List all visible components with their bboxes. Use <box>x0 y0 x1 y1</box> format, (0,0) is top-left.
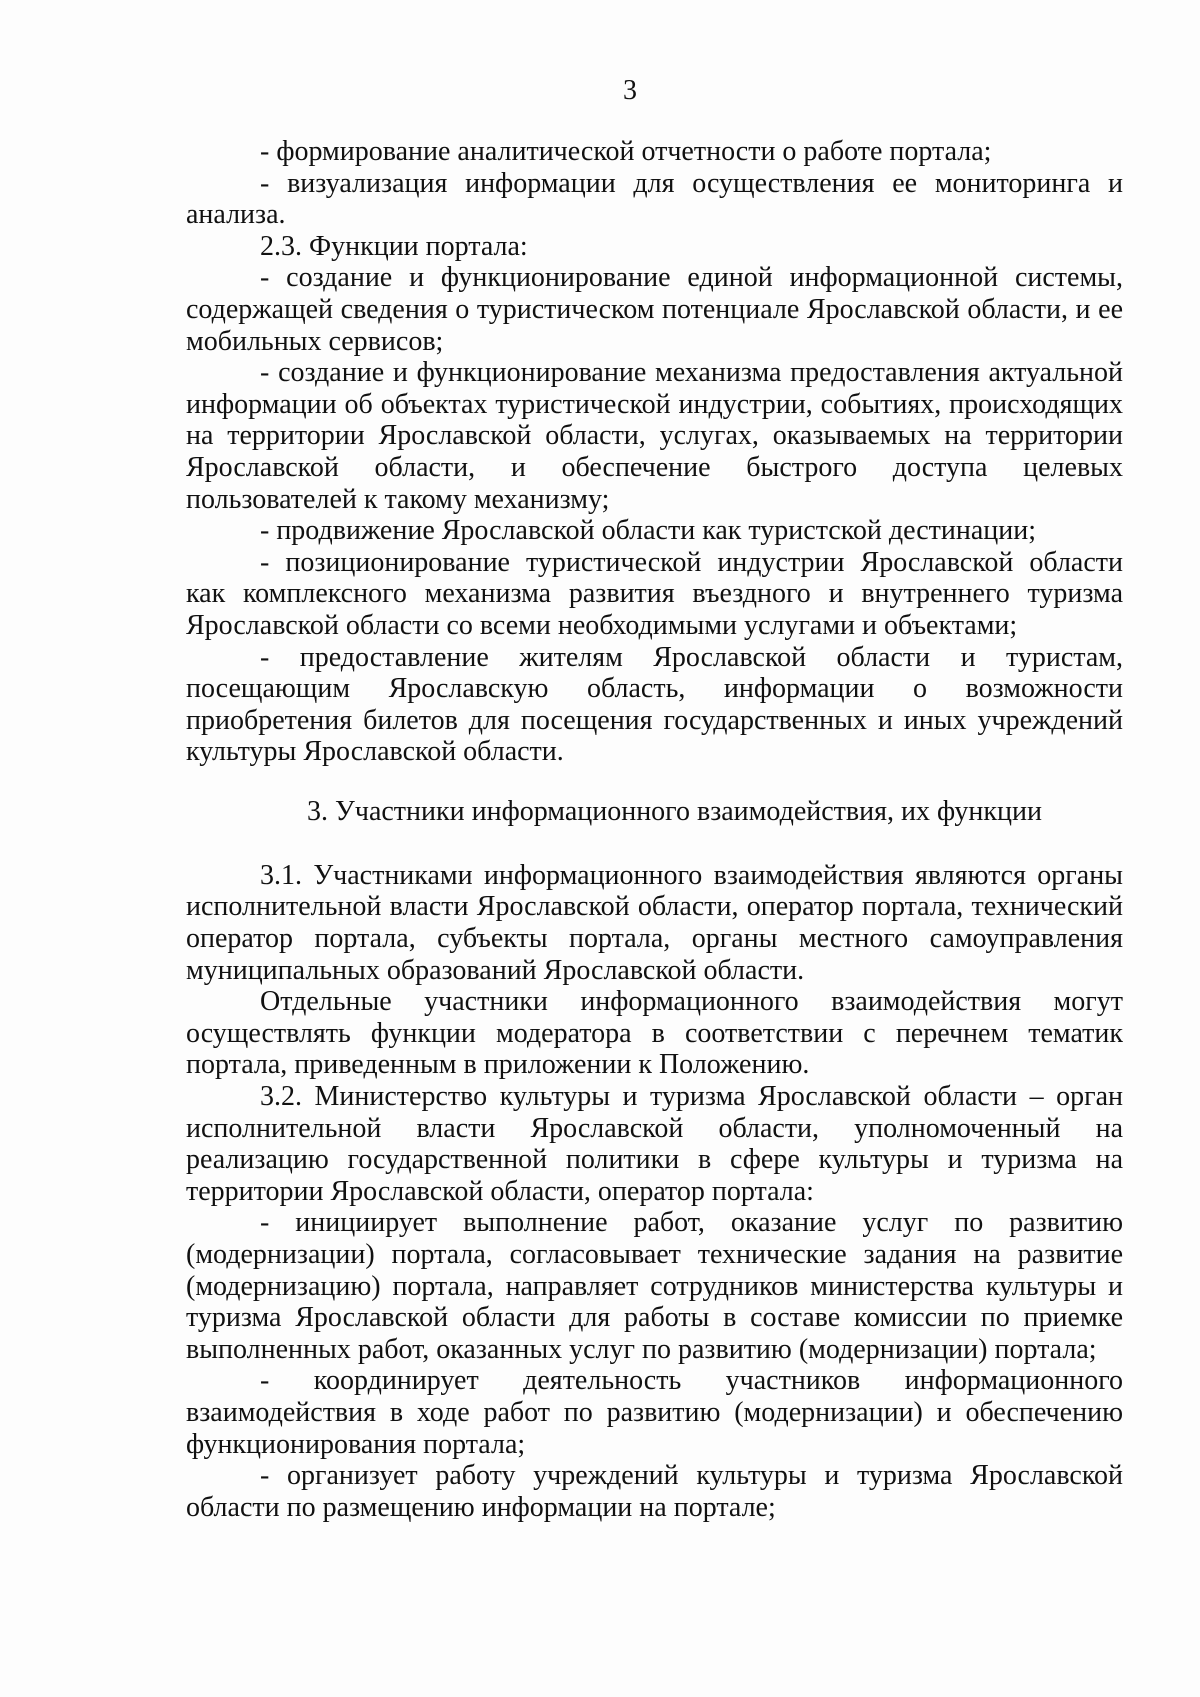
paragraph: - продвижение Ярославской области как туристской дестинации; <box>260 515 1037 547</box>
paragraph: - создание и функционирование механизма предоставления актуальной информации об объектах туристической индустрии, событиях, происходящих на территории Ярославской области, услугах, оказываемых на территории Ярославской области, и обеспечение быстрого доступа целевых пользователей к такому механизму; <box>186 357 1123 515</box>
paragraph: - организует работу учреждений культуры и туризма Ярославской области по размещению информации на портале; <box>186 1460 1123 1523</box>
paragraph: - визуализация информации для осуществления ее мониторинга и анализа. <box>186 167 1123 231</box>
paragraph: - предоставление жителям Ярославской области и туристам, посещающим Ярославскую область, информации о возможности приобретения билетов для посещения государственных и иных учреждений культуры Ярославской области. <box>186 641 1123 768</box>
page-number: 3 <box>623 75 637 106</box>
document-body <box>186 136 1123 1523</box>
paragraph: Отдельные участники информационного взаимодействия могут осуществлять функции модератора в соответствии с перечнем тематик портала, приведенным в приложении к Положению. <box>186 986 1123 1081</box>
paragraph: 3.2. Министерство культуры и туризма Ярославской области – орган исполнительной власти Ярославской области, уполномоченный на реализацию государственной политики в сфере культуры и туризма на территории Ярославской области, оператор портала: <box>186 1081 1123 1207</box>
section-heading: 3. Участники информационного взаимодействия, их функции <box>307 795 1042 827</box>
paragraph: - позиционирование туристической индустрии Ярославской области как комплексного механизма развития въездного и внутреннего туризма Ярославской области со всеми необходимыми услугами и объектами; <box>186 546 1123 641</box>
paragraph: - создание и функционирование единой информационной системы, содержащей сведения о туристическом потенциале Ярославской области, и ее мобильных сервисов; <box>186 262 1123 357</box>
paragraph: 2.3. Функции портала: <box>260 230 528 262</box>
paragraph: - координирует деятельность участников информационного взаимодействия в ходе работ по развитию (модернизации) и обеспечению функционирования портала; <box>186 1365 1123 1460</box>
paragraph: 3.1. Участниками информационного взаимодействия являются органы исполнительной власти Ярославской области, оператор портала, технический оператор портала, субъекты портала, органы местного самоуправления муниципальных образований Ярославской области. <box>186 859 1123 986</box>
paragraph: - формирование аналитической отчетности о работе портала; <box>260 136 992 167</box>
paragraph: - инициирует выполнение работ, оказание услуг по развитию (модернизации) портала, согласовывает технические задания на развитие (модернизацию) портала, направляет сотрудников министерства культуры и туризма Ярославской области для работы в составе комиссии по приемке выполненных работ, оказанных услуг по развитию (модернизации) портала; <box>186 1207 1123 1365</box>
